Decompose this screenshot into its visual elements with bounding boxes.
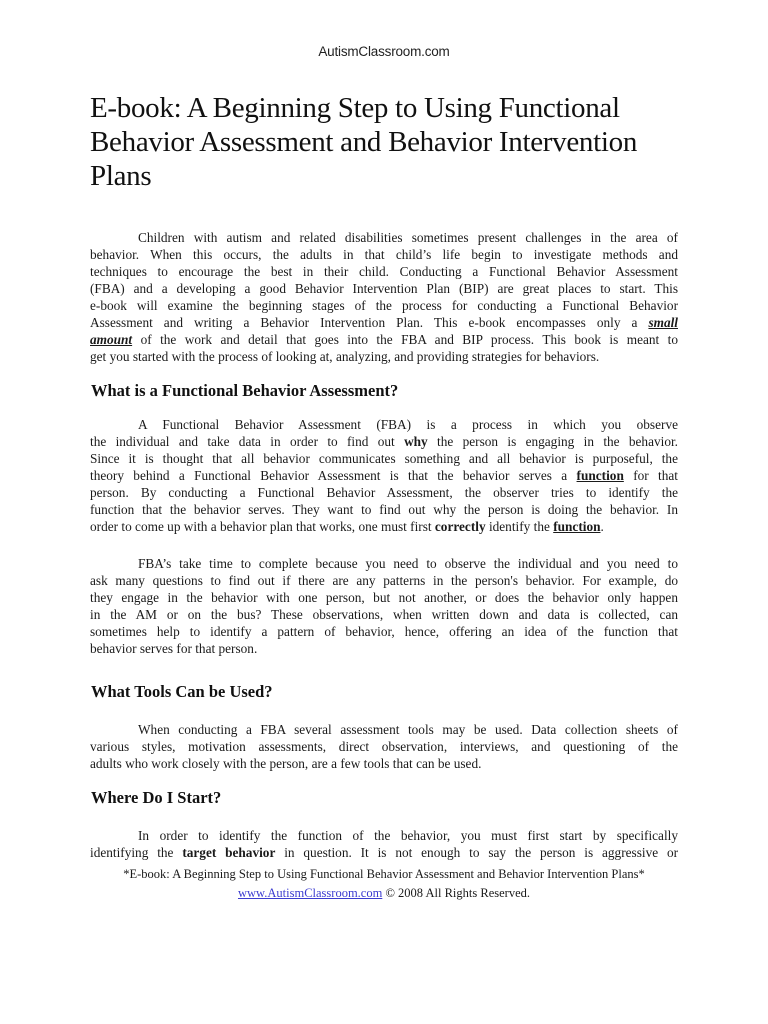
text-line: sometimes help to identify a pattern of behavior, hence, offering an idea of the function that — [90, 624, 678, 639]
footer-title: *E-book: A Beginning Step to Using Functional Behavior Assessment and Behavior Intervention Plans* — [123, 867, 645, 881]
text-line: identifying the target behavior in question. It is not enough to say the person is aggressive or — [90, 845, 679, 860]
start-paragraph — [90, 827, 678, 861]
intro-paragraph — [90, 229, 678, 365]
text-line: When conducting a FBA several assessment tools may be used. Data collection sheets of — [138, 722, 678, 737]
text-line: in the AM or on the bus? These observations, when written down and data is collected, can — [90, 607, 678, 622]
text-line: adults who work closely with the person, are a few tools that can be used. — [90, 756, 482, 771]
text-line: FBA’s take time to complete because you need to observe the individual and you need to — [138, 556, 678, 571]
emphasis-target-behavior: target behavior — [182, 845, 276, 860]
text-line: various styles, motivation assessments, direct observation, interviews, and questioning of the — [90, 739, 678, 754]
site-header: AutismClassroom.com — [318, 44, 450, 59]
text-line: ask many questions to find out if there are any patterns in the person's behavior. For example, do — [90, 573, 678, 588]
emphasis-amount: amount — [90, 332, 133, 347]
text-line: person. By conducting a Functional Behavior Assessment, the observer tries to identify the — [90, 485, 678, 500]
title-line: E-book: A Beginning Step to Using Functional — [90, 92, 620, 124]
text-line: behavior. When this occurs, the adults in that child’s life begin to investigate methods and — [90, 247, 678, 262]
title-line: Plans — [90, 160, 152, 192]
section-heading-tools: What Tools Can be Used? — [91, 682, 273, 701]
title-line: Behavior Assessment and Behavior Intervention — [90, 126, 638, 158]
text-line: A Functional Behavior Assessment (FBA) is a process in which you observe — [138, 417, 678, 432]
footer-copyright-line — [0, 884, 768, 903]
text-line: Children with autism and related disabilities sometimes present challenges in the area of — [138, 230, 678, 245]
emphasis-function: function — [553, 519, 601, 534]
emphasis-small: small — [648, 315, 678, 330]
emphasis-correctly: correctly — [434, 519, 486, 534]
text-line: get you started with the process of looking at, analyzing, and providing strategies for behaviors. — [90, 349, 600, 364]
text-line: the individual and take data in order to find out why the person is engaging in the behavior. — [90, 434, 678, 449]
page-footer — [0, 865, 768, 903]
emphasis-why: why — [404, 434, 428, 449]
text-line: amount of the work and detail that goes into the FBA and BIP process. This book is meant to — [90, 332, 678, 347]
emphasis-function: function — [576, 468, 624, 483]
website-link[interactable]: www.AutismClassroom.com — [237, 886, 383, 900]
text-line: techniques to encourage the best in their child. Conducting a Functional Behavior Assessment — [90, 264, 678, 279]
text-line: Assessment and writing a Behavior Intervention Plan. This e-book encompasses only a small — [90, 315, 678, 330]
copyright-text: © 2008 All Rights Reserved. — [382, 886, 530, 900]
text-line: behavior serves for that person. — [90, 641, 258, 656]
tools-paragraph — [90, 721, 678, 772]
text-line: order to come up with a behavior plan that works, one must first correctly identify the function. — [90, 519, 604, 534]
section-heading-start: Where Do I Start? — [91, 788, 222, 807]
section-heading-fba: What is a Functional Behavior Assessment? — [91, 381, 399, 400]
text-line: In order to identify the function of the behavior, you must first start by specifically — [138, 828, 678, 843]
fba-paragraph-1 — [90, 416, 678, 535]
text-line: they engage in the behavior with one person, but not another, or does the behavior only happen — [90, 590, 678, 605]
text-line: (FBA) and a developing a good Behavior Intervention Plan (BIP) are great places to start. This — [90, 281, 678, 296]
text-line: Since it is thought that all behavior communicates something and all behavior is purposeful, the — [90, 451, 678, 466]
document-title — [90, 91, 690, 193]
text-line: theory behind a Functional Behavior Assessment is that the behavior serves a function for that — [90, 468, 678, 483]
fba-paragraph-2 — [90, 555, 678, 657]
text-line: function that the behavior serves. They want to find out why the person is doing the behavior. In — [90, 502, 678, 517]
text-line: e-book will examine the beginning stages of the process for conducting a Functional Behavior — [90, 298, 678, 313]
